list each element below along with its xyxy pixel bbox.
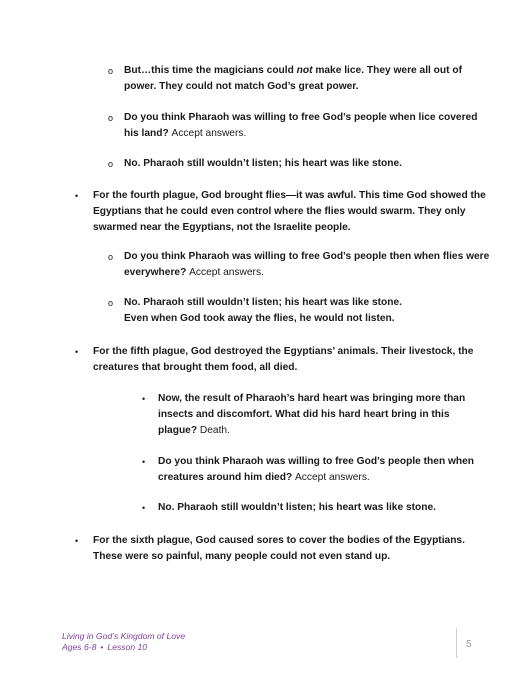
item-answer: Death. (199, 425, 230, 436)
disc-bullet: • (75, 347, 79, 357)
item-text-italic: not (296, 65, 313, 76)
disc-bullet: • (75, 536, 79, 546)
item-answer: Accept answers. (171, 128, 247, 139)
item-text: power. They could not match God’s great power. (124, 81, 359, 92)
item-text: No. Pharaoh still wouldn’t listen; his heart was like stone. (124, 158, 402, 169)
item-text: No. Pharaoh still wouldn’t listen; his heart was like stone. (158, 502, 436, 513)
item-text: Do you think Pharaoh was willing to free God’s people when lice covered (124, 112, 478, 123)
item-text: swarmed near the Egyptians, not the Israelite people. (93, 222, 351, 233)
item-text: Now, the result of Pharaoh’s hard heart was bringing more than (158, 393, 466, 404)
item-text: For the fifth plague, God destroyed the Egyptians’ animals. Their livestock, the (93, 346, 474, 357)
item-answer: Accept answers. (189, 267, 264, 278)
footer-divider (456, 628, 457, 658)
item-text: For the fourth plague, God brought flies—it was awful. This time God showed the (93, 190, 486, 201)
item-text: For the sixth plague, God caused sores to cover the bodies of the Egyptians. (93, 535, 465, 546)
footer-title: Living in God’s Kingdom of Love (62, 631, 186, 641)
item-text: These were so painful, many people could not even stand up. (93, 551, 391, 562)
footer-ages: Ages 6-8 (62, 642, 97, 652)
circle-bullet: o (108, 159, 114, 169)
circle-bullet: o (108, 298, 114, 308)
circle-bullet: o (108, 252, 114, 262)
item-text: Do you think Pharaoh was willing to free God’s people then when flies were (124, 251, 490, 262)
item-text: creatures around him died? (158, 472, 295, 483)
item-text: his land? (124, 128, 172, 139)
disc-bullet: • (142, 457, 146, 467)
item-text: make lice. They were all out of (312, 65, 462, 76)
item-text: Even when God took away the flies, he would not listen. (124, 313, 395, 324)
item-text: creatures that brought them food, all died. (93, 362, 298, 373)
item-text: everywhere? (124, 267, 190, 278)
footer-separator: • (100, 642, 104, 652)
disc-bullet: • (142, 394, 146, 404)
footer-lesson: Lesson 10 (107, 642, 148, 652)
page-number: 5 (466, 639, 472, 650)
item-text: No. Pharaoh still wouldn’t listen; his heart was like stone. (124, 297, 402, 308)
footer-subtitle (62, 642, 185, 653)
item-answer: Accept answers. (295, 472, 370, 483)
item-text: Do you think Pharaoh was willing to free God’s people then when (158, 456, 475, 467)
circle-bullet: o (108, 113, 114, 123)
disc-bullet: • (75, 191, 79, 201)
circle-bullet: o (108, 66, 114, 76)
item-text: plague? (158, 425, 200, 436)
disc-bullet: • (142, 503, 146, 513)
item-text: insects and discomfort. What did his hard heart bring in this (158, 409, 450, 420)
item-text: Egyptians that he could even control where the flies would swarm. They only (93, 206, 466, 217)
footer (62, 631, 185, 653)
item-text: But…this time the magicians could (124, 65, 297, 76)
